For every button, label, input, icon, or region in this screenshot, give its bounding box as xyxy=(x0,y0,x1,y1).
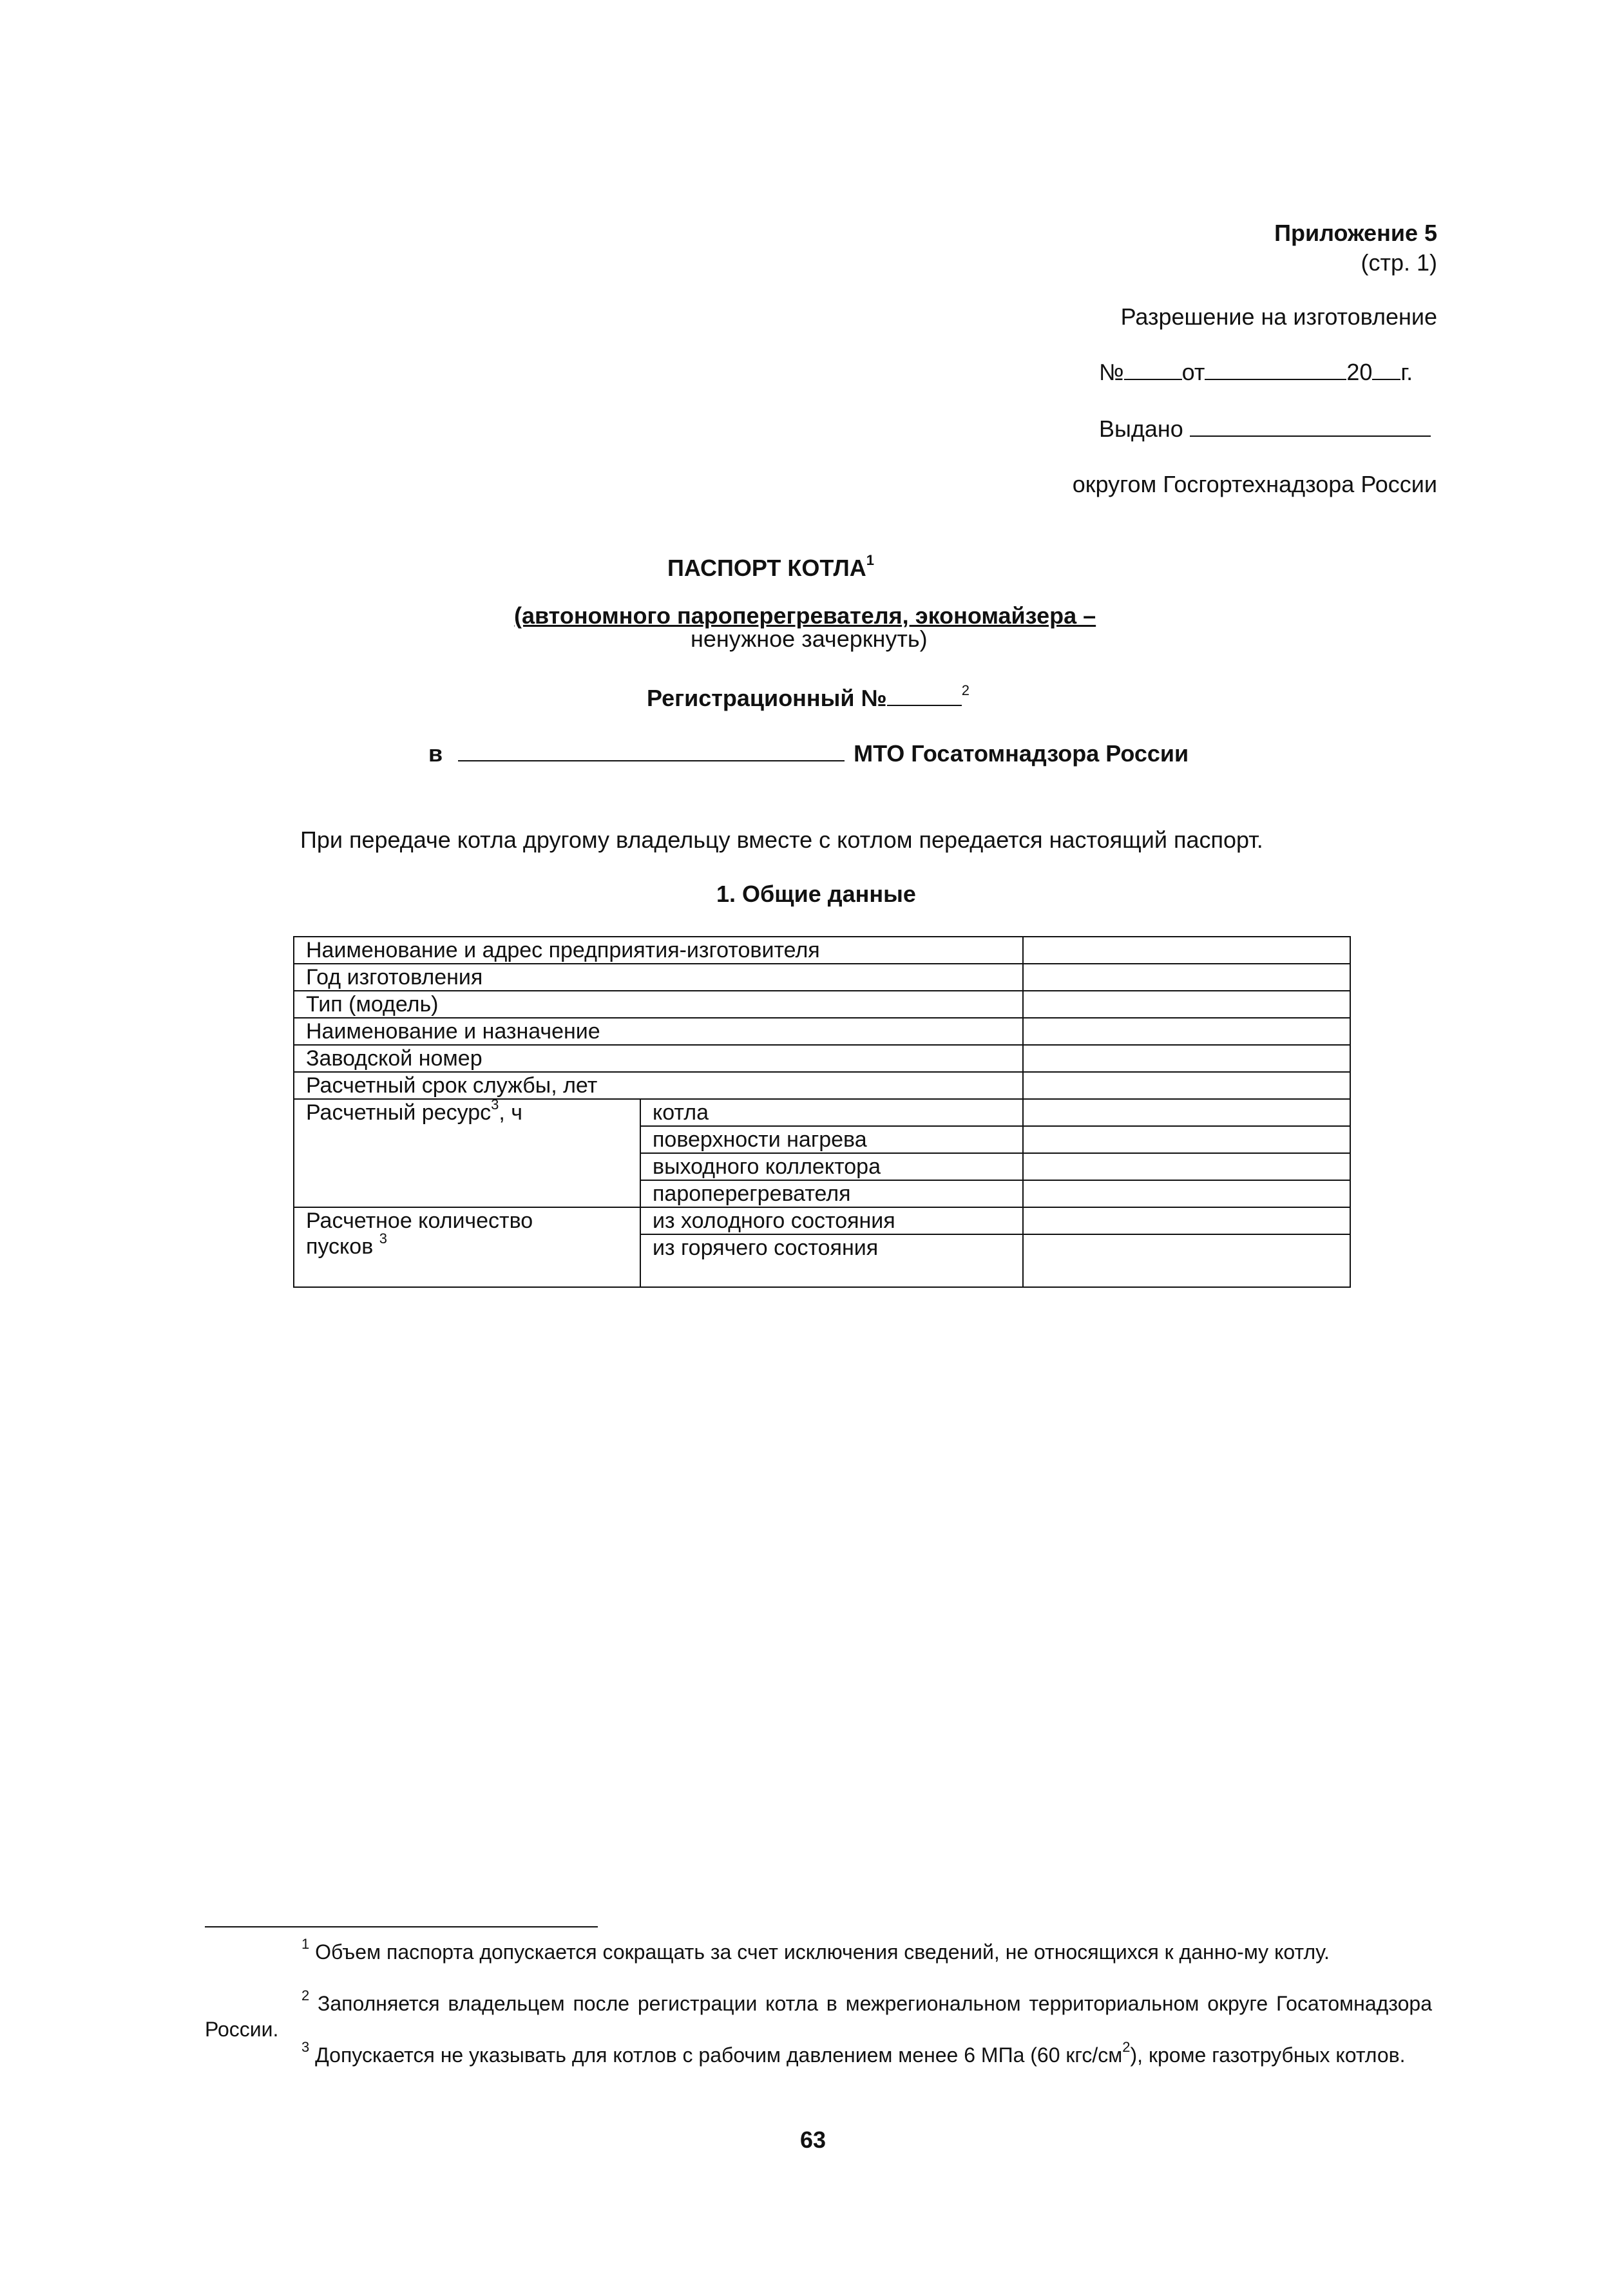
appendix-label: Приложение 5 xyxy=(1274,220,1437,246)
table-row xyxy=(294,1045,1350,1072)
value-cell[interactable] xyxy=(1023,1045,1350,1072)
resource-unit: , ч xyxy=(499,1100,522,1125)
footnote-num: 2 xyxy=(301,1987,310,2004)
mto-label: МТО Госатомнадзора России xyxy=(854,740,1189,767)
starts-item: из холодного состояния xyxy=(640,1207,1023,1234)
footnote-1 xyxy=(205,1936,1432,1965)
registration-blank[interactable] xyxy=(887,684,962,706)
row-label: Расчетный срок службы, лет xyxy=(294,1072,1023,1099)
starts-label-cell xyxy=(294,1207,640,1287)
value-cell[interactable] xyxy=(1023,964,1350,991)
permit-label: Разрешение на изготовление xyxy=(1120,303,1437,330)
table-row xyxy=(294,1018,1350,1045)
permit-number-blank[interactable] xyxy=(1124,358,1182,380)
issued-line xyxy=(1099,415,1431,443)
subtitle-line1: (автономного пароперегревателя, экономайзера – xyxy=(514,602,1096,629)
transfer-note: При передаче котла другому владельцу вместе с котлом передается настоящий паспорт. xyxy=(300,827,1263,853)
passport-title xyxy=(667,554,874,582)
page-ref: (стр. 1) xyxy=(1361,249,1437,276)
footnote-ref-2: 2 xyxy=(961,682,970,698)
year-suffix: г. xyxy=(1400,359,1413,385)
row-label: Год изготовления xyxy=(294,964,1023,991)
footnote-num: 1 xyxy=(301,1936,310,1953)
issued-label: Выдано xyxy=(1099,416,1183,442)
footnote-superscript: 2 xyxy=(1122,2039,1131,2056)
value-cell[interactable] xyxy=(1023,937,1350,964)
mto-line xyxy=(428,740,1189,768)
table-row xyxy=(294,1072,1350,1099)
resource-item: выходного коллектора xyxy=(640,1153,1023,1180)
passport-title-text: ПАСПОРТ КОТЛА xyxy=(667,555,866,581)
subtitle-line2: ненужное зачеркнуть) xyxy=(691,626,928,652)
from-label: от xyxy=(1181,359,1205,385)
value-cell[interactable] xyxy=(1023,1072,1350,1099)
footnote-text: Заполняется владельцем после регистрации котла в межрегиональном территориальном округе Госатомнадзора России. xyxy=(205,1992,1432,2041)
row-label: Наименование и назначение xyxy=(294,1018,1023,1045)
footnote-text: Объем паспорта допускается сокращать за счет исключения сведений, не относящихся к данно-му котлу. xyxy=(315,1940,1330,1964)
value-cell[interactable] xyxy=(1023,1018,1350,1045)
value-cell[interactable] xyxy=(1023,1153,1350,1180)
resource-item: котла xyxy=(640,1099,1023,1126)
value-cell[interactable] xyxy=(1023,1099,1350,1126)
registration-line xyxy=(647,684,970,712)
value-cell[interactable] xyxy=(1023,1126,1350,1153)
table-row xyxy=(294,937,1350,964)
number-sign: № xyxy=(1099,359,1124,385)
table-row xyxy=(294,964,1350,991)
footnote-ref-1: 1 xyxy=(866,552,874,568)
footnote-text-after: ), кроме газотрубных котлов. xyxy=(1130,2043,1406,2067)
starts-label-line1: Расчетное количество xyxy=(306,1209,533,1233)
starts-label-line2: пусков xyxy=(306,1234,374,1259)
section-title: 1. Общие данные xyxy=(716,881,916,907)
year-prefix: 20 xyxy=(1346,359,1373,385)
row-label: Заводской номер xyxy=(294,1045,1023,1072)
value-cell[interactable] xyxy=(1023,1180,1350,1207)
starts-item: из горячего состояния xyxy=(640,1234,1023,1287)
footnote-ref-3b: 3 xyxy=(379,1230,387,1247)
table-row xyxy=(294,1099,1350,1126)
value-cell[interactable] xyxy=(1023,991,1350,1018)
registration-label: Регистрационный № xyxy=(647,685,887,711)
permit-number-line xyxy=(1099,358,1413,387)
general-data-table xyxy=(293,936,1351,1288)
permit-year-blank[interactable] xyxy=(1372,358,1400,380)
row-label: Тип (модель) xyxy=(294,991,1023,1018)
permit-date-blank[interactable] xyxy=(1205,358,1346,380)
resource-label-cell xyxy=(294,1096,640,1207)
table-row xyxy=(294,991,1350,1018)
footnote-2 xyxy=(205,1987,1432,2042)
table-row xyxy=(294,1207,1350,1234)
value-cell[interactable] xyxy=(1023,1207,1350,1234)
page-number: 63 xyxy=(800,2127,826,2153)
mto-blank[interactable] xyxy=(458,740,845,761)
footnote-ref-3: 3 xyxy=(491,1096,499,1113)
footnote-divider xyxy=(205,1926,598,1927)
footnote-num: 3 xyxy=(301,2039,310,2056)
in-label: в xyxy=(428,740,443,767)
issued-blank[interactable] xyxy=(1190,415,1431,437)
footnote-text-before: Допускается не указывать для котлов с рабочим давлением менее 6 МПа (60 кгс/см xyxy=(315,2043,1123,2067)
district-label: округом Госгортехнадзора России xyxy=(1072,471,1437,497)
footnote-3 xyxy=(205,2039,1432,2068)
resource-label: Расчетный ресурс xyxy=(306,1100,492,1125)
row-label: Наименование и адрес предприятия-изготовителя xyxy=(294,937,1023,964)
value-cell[interactable] xyxy=(1023,1234,1350,1287)
resource-item: пароперегревателя xyxy=(640,1180,1023,1207)
resource-item: поверхности нагрева xyxy=(640,1126,1023,1153)
